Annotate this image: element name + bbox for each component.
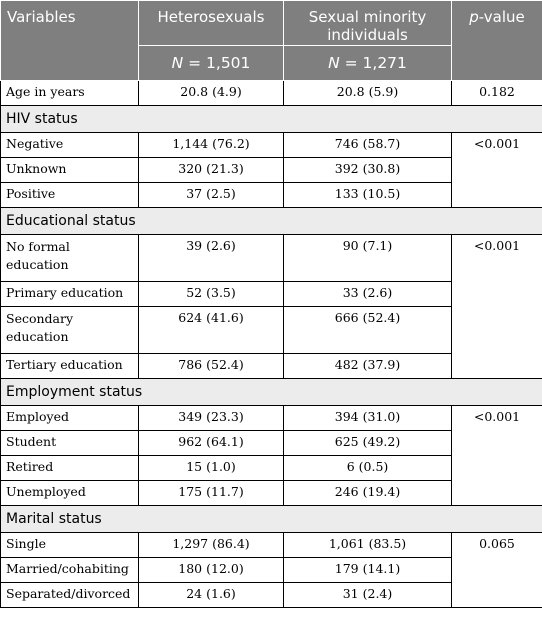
cell-heterosexuals: 37 (2.5) bbox=[139, 183, 284, 208]
cell-sexual-minority: 394 (31.0) bbox=[284, 406, 452, 431]
section-header bbox=[1, 379, 542, 406]
header-pvalue: p-value bbox=[452, 1, 542, 81]
section-header bbox=[1, 106, 542, 133]
cell-sexual-minority: 90 (7.1) bbox=[284, 235, 452, 282]
cell-heterosexuals: 180 (12.0) bbox=[139, 558, 284, 583]
header-heterosexuals: Heterosexuals bbox=[139, 1, 284, 46]
row-label: Tertiary education bbox=[1, 354, 139, 379]
table-row-age bbox=[1, 81, 542, 106]
cell-heterosexuals: 15 (1.0) bbox=[139, 456, 284, 481]
row-label: No formal education bbox=[1, 235, 139, 282]
cell-heterosexuals: 20.8 (4.9) bbox=[139, 81, 284, 106]
table-row bbox=[1, 235, 542, 282]
row-label: Employed bbox=[1, 406, 139, 431]
cell-sexual-minority: 746 (58.7) bbox=[284, 133, 452, 158]
cell-sexual-minority: 31 (2.4) bbox=[284, 583, 452, 608]
row-label: Single bbox=[1, 533, 139, 558]
cell-pvalue: <0.001 bbox=[452, 133, 542, 208]
row-label: Unknown bbox=[1, 158, 139, 183]
cell-heterosexuals: 24 (1.6) bbox=[139, 583, 284, 608]
cell-heterosexuals: 52 (3.5) bbox=[139, 282, 284, 307]
cell-sexual-minority: 133 (10.5) bbox=[284, 183, 452, 208]
cell-pvalue: 0.182 bbox=[452, 81, 542, 106]
row-label: Age in years bbox=[1, 81, 139, 106]
row-label: Primary education bbox=[1, 282, 139, 307]
cell-sexual-minority: 179 (14.1) bbox=[284, 558, 452, 583]
section-header bbox=[1, 506, 542, 533]
cell-pvalue: 0.065 bbox=[452, 533, 542, 608]
cell-heterosexuals: 1,297 (86.4) bbox=[139, 533, 284, 558]
cell-heterosexuals: 320 (21.3) bbox=[139, 158, 284, 183]
cell-heterosexuals: 786 (52.4) bbox=[139, 354, 284, 379]
cell-pvalue: <0.001 bbox=[452, 406, 542, 506]
row-label: Married/cohabiting bbox=[1, 558, 139, 583]
section-title: Employment status bbox=[1, 379, 542, 406]
row-label: Negative bbox=[1, 133, 139, 158]
cell-sexual-minority: 392 (30.8) bbox=[284, 158, 452, 183]
section-title: Educational status bbox=[1, 208, 542, 235]
header-variables: Variables bbox=[1, 1, 139, 81]
cell-heterosexuals: 624 (41.6) bbox=[139, 307, 284, 354]
cell-sexual-minority: 482 (37.9) bbox=[284, 354, 452, 379]
table-row bbox=[1, 133, 542, 158]
row-label: Retired bbox=[1, 456, 139, 481]
section-title: HIV status bbox=[1, 106, 542, 133]
row-label: Positive bbox=[1, 183, 139, 208]
cell-sexual-minority: 625 (49.2) bbox=[284, 431, 452, 456]
cell-heterosexuals: 962 (64.1) bbox=[139, 431, 284, 456]
cell-sexual-minority: 6 (0.5) bbox=[284, 456, 452, 481]
table-row bbox=[1, 533, 542, 558]
row-label: Secondary education bbox=[1, 307, 139, 354]
cell-sexual-minority: 246 (19.4) bbox=[284, 481, 452, 506]
cell-sexual-minority: 20.8 (5.9) bbox=[284, 81, 452, 106]
header-n-heterosexuals: N = 1,501 bbox=[139, 46, 284, 81]
cell-sexual-minority: 1,061 (83.5) bbox=[284, 533, 452, 558]
header-sexual-minority: Sexual minority individuals bbox=[284, 1, 452, 46]
cell-heterosexuals: 349 (23.3) bbox=[139, 406, 284, 431]
row-label: Unemployed bbox=[1, 481, 139, 506]
section-header bbox=[1, 208, 542, 235]
header-n-sexual-minority: N = 1,271 bbox=[284, 46, 452, 81]
cell-sexual-minority: 33 (2.6) bbox=[284, 282, 452, 307]
cell-heterosexuals: 1,144 (76.2) bbox=[139, 133, 284, 158]
cell-pvalue: <0.001 bbox=[452, 235, 542, 379]
table-row bbox=[1, 406, 542, 431]
section-title: Marital status bbox=[1, 506, 542, 533]
row-label: Separated/divorced bbox=[1, 583, 139, 608]
cell-sexual-minority: 666 (52.4) bbox=[284, 307, 452, 354]
cell-heterosexuals: 39 (2.6) bbox=[139, 235, 284, 282]
cell-heterosexuals: 175 (11.7) bbox=[139, 481, 284, 506]
row-label: Student bbox=[1, 431, 139, 456]
